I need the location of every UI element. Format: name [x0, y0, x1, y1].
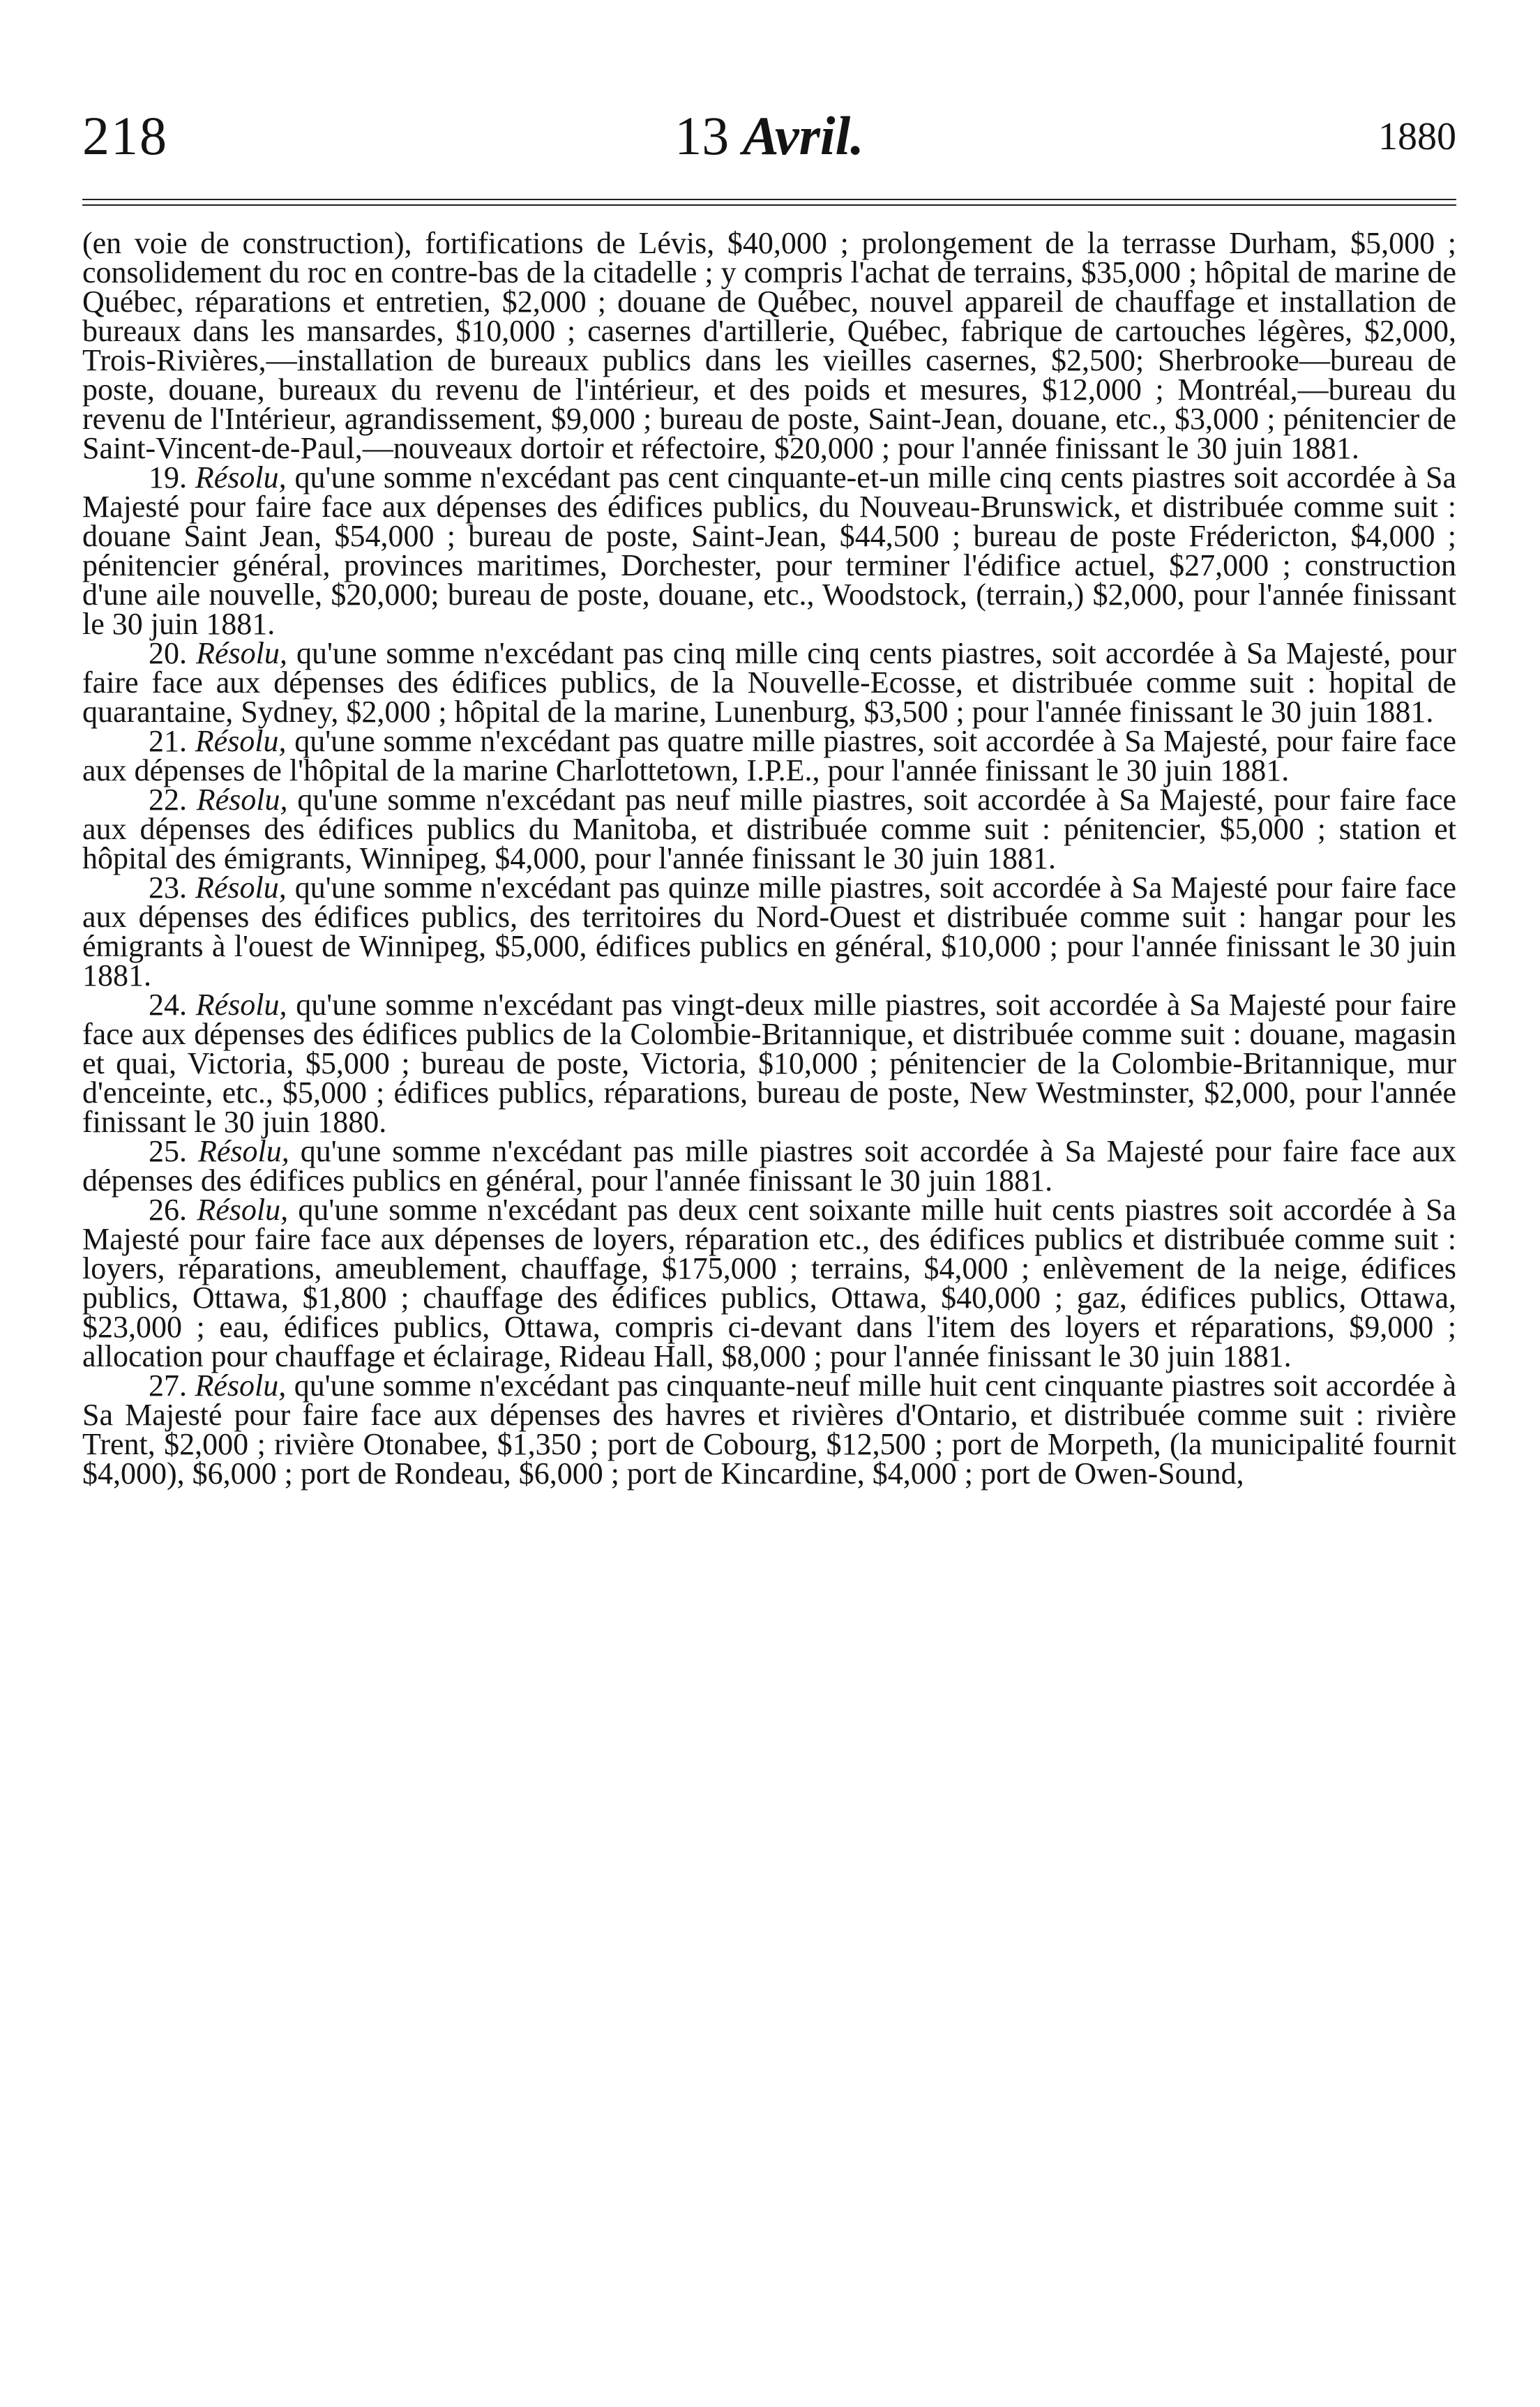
resolu-label: Résolu,	[195, 460, 287, 495]
paragraph-number: 21.	[149, 724, 187, 758]
paragraph-number: 19.	[149, 460, 187, 495]
paragraph-text: qu'une somme n'excédant pas vingt-deux mille piastres, soit accordée à Sa Majesté pour faire face aux dépenses des édifices publics de la Colombie-Britannique, et distribuée comme suit : douane, magasin et quai, Victoria, $5,000 ; bureau de poste, Victoria, $10,000 ; pénitencier de la Colombie-Britannique, mur d'enceinte, etc., $5,000 ; édifices publics, réparations, bureau de poste, New Westminster, $2,000, pour l'année finissant le 30 juin 1880.	[82, 988, 1457, 1139]
header-day: 13	[674, 105, 730, 166]
paragraph-23	[82, 870, 1456, 993]
page-header	[82, 105, 1456, 167]
resolu-label: Résolu,	[197, 1193, 289, 1227]
paragraph-text: qu'une somme n'excédant pas mille piastres soit accordée à Sa Majesté pour faire face aux dépenses des édifices publics en général, pour l'année finissant le 30 juin 1881.	[82, 1134, 1456, 1198]
paragraph-22	[82, 785, 1456, 873]
resolu-label: Résolu,	[195, 870, 287, 905]
paragraph-text: qu'une somme n'excédant pas quinze mille piastres, soit accordée à Sa Majesté pour faire face aux dépenses des édifices publics, des territoires du Nord-Ouest et distribuée comme suit : hangar pour les émigrants à l'ouest de Winnipeg, $5,000, édifices publics en général, $10,000 ; pour l'année finissant le 30 juin 1881.	[82, 870, 1456, 993]
paragraph-number: 22.	[149, 783, 187, 817]
paragraph-20	[82, 636, 1456, 729]
header-date	[82, 105, 1456, 167]
paragraph-text: qu'une somme n'excédant pas neuf mille piastres, soit accordée à Sa Majesté, pour faire face aux dépenses des édifices publics du Manitoba, et distribuée comme suit : pénitencier, $5,000 ; station et hôpital des émigrants, Winnipeg, $4,000, pour l'année finissant le 30 juin 1881.	[82, 783, 1457, 875]
paragraph-text: qu'une somme n'excédant pas cent cinquante-et-un mille cinq cents piastres soit accordée à Sa Majesté pour faire face aux dépenses des édifices publics, du Nouveau-Brunswick, et distribuée comme suit : douane Saint Jean, $54,000 ; bureau de poste, Saint-Jean, $44,500 ; bureau de poste Frédericton, $4,000 ; pénitencier général, provinces maritimes, Dorchester, pour terminer l'édifice actuel, $27,000 ; construction d'une aile nouvelle, $20,000; bureau de poste, douane, etc., Woodstock, (terrain,) $2,000, pour l'année finissant le 30 juin 1881.	[82, 460, 1457, 641]
resolu-label: Résolu,	[196, 783, 288, 817]
paragraph-text: qu'une somme n'excédant pas deux cent soixante mille huit cents piastres soit accordée à Sa Majesté pour faire face aux dépenses de loyers, réparation etc., des édifices publics et distribuée comme suit : loyers, réparations, ameublement, chauffage, $175,000 ; terrains, $4,000 ; enlèvement de la neige, édifices publics, Ottawa, $1,800 ; chauffage des édifices publics, Ottawa, $40,000 ; gaz, édifices publics, Ottawa, $23,000 ; eau, édifices publics, Ottawa, compris ci-devant dans l'item des loyers et réparations, $9,000 ; allocation pour chauffage et éclairage, Rideau Hall, $8,000 ; pour l'année finissant le 30 juin 1881.	[82, 1193, 1457, 1373]
paragraph-text: qu'une somme n'excédant pas quatre mille piastres, soit accordée à Sa Majesté, pour faire face aux dépenses de l'hôpital de la marine Charlottetown, I.P.E., pour l'année finissant le 30 juin 1881.	[82, 724, 1457, 787]
paragraph-number: 20.	[149, 636, 187, 670]
header-rule-bottom	[82, 204, 1456, 206]
paragraph-number: 24.	[149, 988, 187, 1022]
header-month: Avril.	[742, 105, 864, 166]
paragraph-19	[82, 460, 1457, 641]
paragraph-continuation	[82, 226, 1456, 465]
paragraph-24	[82, 990, 1456, 1137]
resolu-label: Résolu,	[198, 1134, 289, 1168]
resolu-label: Résolu,	[195, 988, 287, 1022]
paragraph-number: 25.	[149, 1134, 187, 1168]
resolu-label: Résolu,	[195, 724, 287, 758]
page-number: 218	[82, 105, 168, 166]
paragraph-27	[82, 1368, 1457, 1491]
resolu-label: Résolu,	[195, 1368, 287, 1403]
paragraph-26	[82, 1195, 1456, 1371]
paragraph-text: qu'une somme n'excédant pas cinquante-neuf mille huit cent cinquante piastres soit accordée à Sa Majesté pour faire face aux dépenses des havres et rivières d'Ontario, et distribuée comme suit : rivière Trent, $2,000 ; rivière Otonabee, $1,350 ; port de Cobourg, $12,500 ; port de Morpeth, (la municipalité fournit $4,000), $6,000 ; port de Rondeau, $6,000 ; port de Kincardine, $4,000 ; port de Owen-Sound,	[82, 1368, 1457, 1491]
resolu-label: Résolu,	[196, 636, 287, 670]
paragraph-number: 23.	[149, 870, 187, 905]
paragraph-number: 26.	[149, 1193, 187, 1227]
paragraph-number: 27.	[149, 1368, 187, 1403]
document-body	[82, 226, 1457, 1491]
paragraph-text: (en voie de construction), fortifications de Lévis, $40,000 ; prolongement de la terrasse Durham, $5,000 ; consolidement du roc en contre-bas de la citadelle ; y compris l'achat de terrains, $35,000 ; hôpital de marine de Québec, réparations et entretien, $2,000 ; douane de Québec, nouvel appareil de chauffage et installation de bureaux dans les mansardes, $10,000 ; casernes d'artillerie, Québec, fabrique de cartouches légères, $2,000, Trois-Rivières,—installation de bureaux publics dans les vieilles casernes, $2,500; Sherbrooke—bureau de poste, douane, bureaux du revenu de l'intérieur, et des poids et mesures, $12,000 ; Montréal,—bureau du revenu de l'Intérieur, agrandissement, $9,000 ; bureau de poste, Saint-Jean, douane, etc., $3,000 ; pénitencier de Saint-Vincent-de-Paul,—nouveaux dortoir et réfectoire, $20,000 ; pour l'année finissant le 30 juin 1881.	[82, 226, 1456, 465]
paragraph-text: qu'une somme n'excédant pas cinq mille cinq cents piastres, soit accordée à Sa Majesté, pour faire face aux dépenses des édifices publics, de la Nouvelle-Ecosse, et distribuée comme suit : hopital de quarantaine, Sydney, $2,000 ; hôpital de la marine, Lunenburg, $3,500 ; pour l'année finissant le 30 juin 1881.	[82, 636, 1456, 729]
header-rule-top	[82, 199, 1456, 200]
paragraph-25	[82, 1134, 1456, 1198]
header-year: 1880	[1378, 115, 1456, 158]
paragraph-21	[82, 724, 1457, 787]
